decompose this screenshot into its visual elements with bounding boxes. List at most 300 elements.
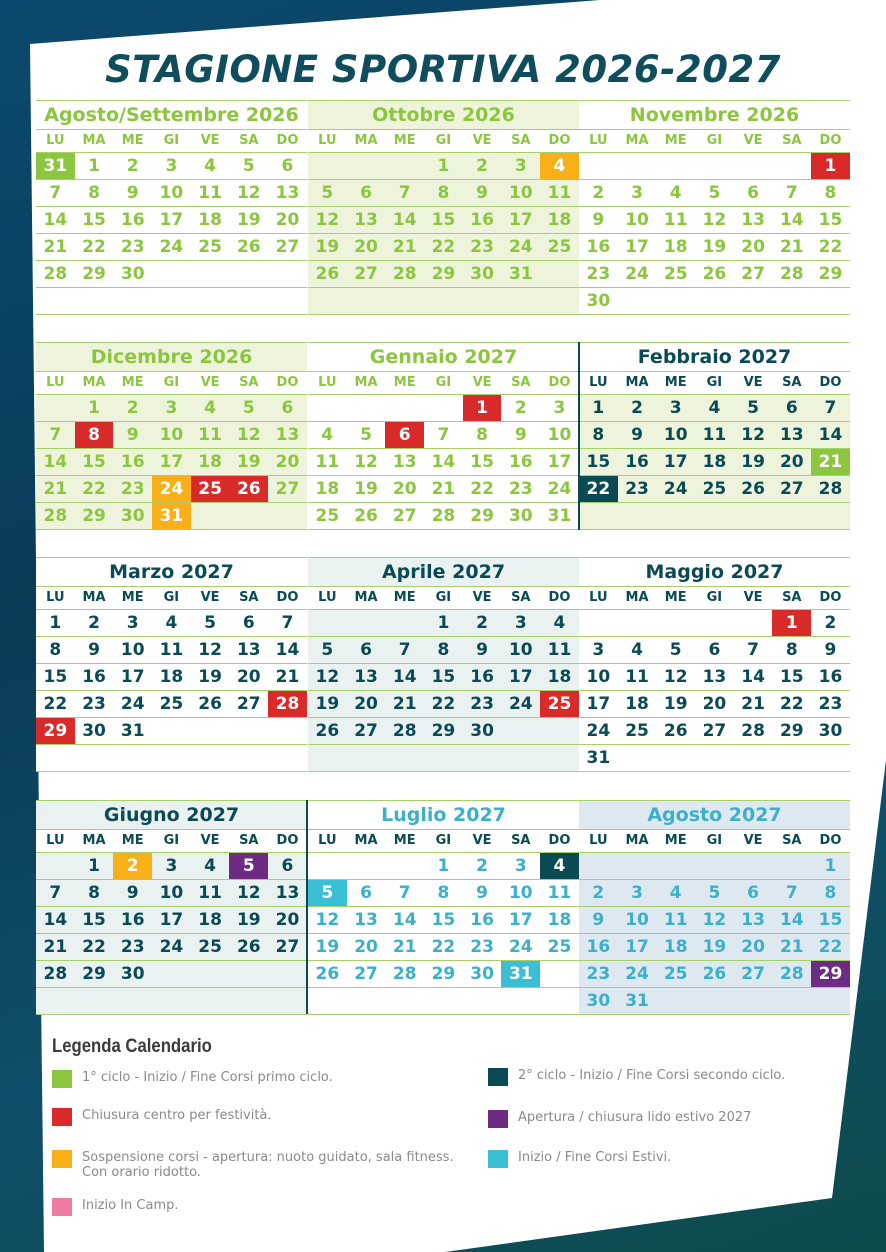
day-cell — [75, 988, 114, 1014]
page-title: STAGIONE SPORTIVA 2026-2027 — [105, 48, 781, 91]
day-cell: 18 — [159, 667, 184, 687]
weekday-label: GI — [706, 590, 723, 605]
weekday-label: GI — [435, 833, 452, 848]
day-cell: 5 — [708, 883, 721, 903]
day-cell: 29 — [82, 964, 106, 984]
day-cell: 22 — [82, 237, 106, 257]
week-row — [308, 907, 579, 934]
weekday-label: LU — [318, 133, 337, 148]
day-cell — [618, 610, 657, 636]
day-cell: 29 — [779, 721, 804, 741]
day-cell: 19 — [236, 910, 261, 930]
weekday-label: DO — [548, 375, 571, 390]
day-cell — [191, 745, 230, 771]
day-cell — [579, 503, 618, 529]
day-cell: 28 — [779, 264, 804, 284]
day-cell: 4 — [165, 613, 178, 633]
day-cell: 16 — [818, 667, 843, 687]
day-cell: 5 — [204, 613, 217, 633]
day-cell — [656, 153, 695, 179]
day-cell: 12 — [236, 425, 261, 445]
day-cell: 2 — [824, 613, 837, 633]
day-cell — [75, 288, 114, 314]
day-cell — [618, 853, 657, 879]
day-cell: 11 — [625, 667, 649, 687]
weekday-label: SA — [782, 590, 802, 605]
day-cell: 3 — [165, 398, 178, 418]
day-cell — [308, 395, 347, 421]
day-cell-red: 1 — [463, 395, 502, 421]
day-cell — [501, 745, 540, 771]
week-row — [36, 261, 307, 288]
day-cell-red: 26 — [229, 476, 268, 502]
day-cell: 24 — [625, 964, 649, 984]
day-cell: 11 — [547, 883, 572, 903]
day-cell — [191, 288, 230, 314]
day-cell: 14 — [43, 910, 68, 930]
weekday-label: SA — [239, 133, 259, 148]
day-cell: 14 — [431, 452, 456, 472]
weekday-label: ME — [664, 375, 687, 390]
weekday-header — [579, 830, 850, 853]
weekday-label: MA — [354, 375, 378, 390]
day-cell: 20 — [741, 937, 765, 957]
day-cell: 4 — [669, 883, 682, 903]
day-cell: 30 — [586, 291, 611, 311]
day-cell: 18 — [198, 210, 222, 230]
day-cell: 3 — [165, 156, 178, 176]
divider — [578, 342, 580, 530]
day-cell: 18 — [663, 237, 688, 257]
day-cell — [152, 988, 191, 1014]
week-row — [308, 961, 579, 988]
weekday-label: SA — [511, 833, 531, 848]
weekday-label: GI — [706, 375, 723, 390]
day-cell — [656, 288, 695, 314]
day-cell: 9 — [476, 640, 489, 660]
legend-item — [488, 1068, 828, 1086]
day-cell: 6 — [242, 613, 255, 633]
day-cell: 20 — [354, 694, 378, 714]
day-cell — [772, 153, 811, 179]
day-cell — [385, 745, 424, 771]
day-cell: 20 — [275, 452, 300, 472]
day-cell — [695, 503, 734, 529]
day-cell: 25 — [547, 937, 572, 957]
day-cell: 13 — [275, 183, 300, 203]
day-cell: 26 — [236, 937, 261, 957]
day-cell: 9 — [631, 425, 643, 445]
week-row — [308, 180, 579, 207]
day-cell — [347, 395, 386, 421]
day-cell: 10 — [586, 667, 611, 687]
day-cell: 6 — [281, 856, 294, 876]
week-row — [579, 610, 850, 637]
weekday-label: DO — [548, 590, 571, 605]
day-cell: 19 — [198, 667, 222, 687]
week-row — [579, 988, 850, 1015]
weekday-label: MA — [354, 133, 378, 148]
day-cell: 16 — [120, 452, 145, 472]
day-cell — [463, 288, 502, 314]
day-cell: 5 — [708, 183, 721, 203]
weekday-label: GI — [163, 133, 180, 148]
day-cell — [772, 853, 811, 879]
day-cell: 2 — [514, 398, 527, 418]
day-cell: 30 — [470, 721, 494, 741]
weekday-label: SA — [239, 590, 259, 605]
day-cell: 31 — [547, 506, 572, 526]
week-row — [36, 207, 307, 234]
day-cell: 2 — [592, 883, 605, 903]
weekday-label: VE — [743, 375, 763, 390]
day-cell-red: 28 — [268, 691, 307, 717]
day-cell: 13 — [779, 425, 804, 445]
day-cell: 23 — [120, 237, 145, 257]
month-title: Maggio 2027 — [579, 557, 850, 587]
day-cell: 15 — [818, 910, 843, 930]
day-cell: 6 — [747, 183, 760, 203]
month-agosto-2027 — [579, 800, 850, 1015]
day-cell: 19 — [354, 479, 378, 499]
day-cell: 22 — [818, 237, 843, 257]
day-cell-red: 29 — [36, 718, 75, 744]
day-cell: 18 — [198, 452, 222, 472]
day-cell: 10 — [547, 425, 572, 445]
day-cell — [501, 288, 540, 314]
day-cell — [308, 853, 347, 879]
day-cell: 15 — [82, 452, 106, 472]
day-cell — [579, 153, 618, 179]
week-row — [36, 153, 307, 180]
day-cell: 13 — [354, 910, 378, 930]
weekday-header — [308, 587, 579, 610]
day-cell: 13 — [741, 210, 765, 230]
week-row — [308, 395, 579, 422]
day-cell: 23 — [508, 479, 533, 499]
day-cell: 20 — [702, 694, 727, 714]
week-row — [579, 637, 850, 664]
month-title: Giugno 2027 — [36, 800, 307, 830]
day-cell — [229, 961, 268, 987]
divider — [306, 800, 308, 1014]
day-cell: 9 — [592, 210, 605, 230]
day-cell: 2 — [476, 156, 489, 176]
week-row — [579, 503, 850, 530]
day-cell: 9 — [476, 183, 489, 203]
week-row — [308, 207, 579, 234]
day-cell: 18 — [547, 210, 572, 230]
day-cell: 26 — [741, 479, 765, 499]
day-cell — [229, 503, 268, 529]
day-cell: 7 — [824, 398, 837, 418]
day-cell: 11 — [198, 425, 222, 445]
day-cell-green: 21 — [811, 449, 850, 475]
day-cell — [424, 288, 463, 314]
day-cell: 8 — [785, 640, 798, 660]
day-cell — [36, 395, 75, 421]
month-title: Novembre 2026 — [579, 100, 850, 130]
day-cell: 26 — [663, 721, 688, 741]
day-cell: 24 — [120, 694, 145, 714]
day-cell — [268, 718, 307, 744]
day-cell: 15 — [82, 210, 106, 230]
day-cell: 3 — [592, 640, 605, 660]
day-cell: 21 — [779, 237, 804, 257]
day-cell: 21 — [392, 237, 417, 257]
weekday-label: LU — [318, 590, 337, 605]
day-cell: 13 — [702, 667, 727, 687]
day-cell: 29 — [818, 264, 843, 284]
day-cell-red: 8 — [75, 422, 114, 448]
day-cell: 8 — [824, 883, 837, 903]
day-cell: 21 — [741, 694, 765, 714]
week-row — [36, 422, 307, 449]
legend-swatch — [52, 1108, 72, 1126]
day-cell: 28 — [818, 479, 843, 499]
day-cell: 28 — [431, 506, 456, 526]
day-cell: 19 — [236, 452, 261, 472]
weekday-label: DO — [276, 375, 299, 390]
week-row — [36, 718, 307, 745]
day-cell: 20 — [354, 937, 378, 957]
day-cell — [385, 288, 424, 314]
week-row — [36, 476, 307, 503]
day-cell — [191, 503, 230, 529]
month-title: Aprile 2027 — [308, 557, 579, 587]
day-cell: 23 — [818, 694, 843, 714]
day-cell: 7 — [281, 613, 294, 633]
day-cell — [385, 853, 424, 879]
day-cell-darkteal: 4 — [540, 853, 579, 879]
day-cell: 6 — [747, 883, 760, 903]
week-row — [308, 449, 579, 476]
legend-item — [488, 1150, 828, 1168]
day-cell: 11 — [702, 425, 727, 445]
day-cell: 12 — [315, 667, 340, 687]
day-cell: 7 — [785, 883, 798, 903]
day-cell: 25 — [198, 937, 222, 957]
legend-text: Inizio / Fine Corsi Estivi. — [518, 1150, 672, 1165]
weekday-label: GI — [435, 133, 452, 148]
day-cell: 20 — [741, 237, 765, 257]
weekday-label: LU — [46, 590, 65, 605]
day-cell: 17 — [586, 694, 611, 714]
week-row — [308, 234, 579, 261]
weekday-label: LU — [46, 133, 65, 148]
day-cell: 8 — [476, 425, 489, 445]
day-cell: 26 — [315, 721, 340, 741]
week-row — [36, 503, 307, 530]
day-cell: 30 — [586, 991, 611, 1011]
day-cell: 20 — [275, 910, 300, 930]
day-cell — [308, 745, 347, 771]
week-row — [308, 153, 579, 180]
legend-item — [488, 1110, 828, 1128]
day-cell: 12 — [702, 210, 727, 230]
day-cell: 16 — [625, 452, 649, 472]
weekday-label: GI — [706, 133, 723, 148]
day-cell — [618, 503, 657, 529]
day-cell: 31 — [508, 264, 533, 284]
day-cell-cyan: 5 — [308, 880, 347, 906]
day-cell: 14 — [818, 425, 843, 445]
day-cell — [463, 988, 502, 1014]
day-cell: 24 — [547, 479, 572, 499]
weekday-header — [579, 130, 850, 153]
day-cell: 27 — [741, 264, 765, 284]
day-cell — [75, 745, 114, 771]
day-cell: 17 — [159, 210, 184, 230]
day-cell — [618, 745, 657, 771]
day-cell: 18 — [702, 452, 727, 472]
day-cell: 4 — [669, 183, 682, 203]
weekday-label: DO — [276, 590, 299, 605]
week-row — [308, 261, 579, 288]
day-cell — [268, 261, 307, 287]
legend-text: Inizio In Camp. — [82, 1198, 179, 1213]
weekday-label: SA — [239, 833, 259, 848]
day-cell: 24 — [508, 694, 533, 714]
week-row — [36, 853, 307, 880]
day-cell: 21 — [779, 937, 804, 957]
weekday-label: VE — [200, 833, 220, 848]
week-row — [36, 934, 307, 961]
weekday-label: SA — [239, 375, 259, 390]
day-cell — [152, 745, 191, 771]
day-cell: 4 — [708, 398, 721, 418]
weekday-label: ME — [664, 833, 687, 848]
weekday-label: MA — [625, 590, 649, 605]
day-cell — [308, 610, 347, 636]
month-giugno-2027 — [36, 800, 307, 1015]
day-cell: 18 — [198, 910, 222, 930]
day-cell — [772, 745, 811, 771]
weekday-label: LU — [589, 133, 608, 148]
day-cell: 22 — [431, 694, 456, 714]
day-cell — [152, 961, 191, 987]
day-cell — [656, 503, 695, 529]
weekday-label: GI — [163, 375, 180, 390]
weekday-label: LU — [318, 375, 337, 390]
day-cell: 10 — [159, 883, 184, 903]
day-cell — [656, 610, 695, 636]
day-cell: 7 — [398, 640, 411, 660]
weekday-label: MA — [82, 590, 106, 605]
day-cell: 3 — [669, 398, 682, 418]
day-cell — [347, 610, 386, 636]
day-cell-green: 31 — [36, 153, 75, 179]
day-cell: 21 — [392, 694, 417, 714]
day-cell: 12 — [315, 910, 340, 930]
day-cell: 2 — [476, 613, 489, 633]
day-cell: 8 — [592, 425, 605, 445]
weekday-label: VE — [472, 375, 492, 390]
day-cell: 6 — [360, 183, 372, 203]
day-cell: 9 — [126, 425, 139, 445]
weekday-label: GI — [435, 375, 452, 390]
day-cell: 4 — [321, 425, 334, 445]
day-cell: 6 — [708, 640, 721, 660]
day-cell — [152, 261, 191, 287]
weekday-label: GI — [163, 590, 180, 605]
day-cell — [772, 988, 811, 1014]
day-cell: 15 — [818, 210, 843, 230]
weekday-label: SA — [511, 133, 531, 148]
weekday-label: VE — [743, 590, 763, 605]
day-cell: 9 — [824, 640, 837, 660]
day-cell: 28 — [43, 506, 68, 526]
weekday-label: DO — [276, 133, 299, 148]
day-cell: 1 — [88, 156, 100, 176]
day-cell: 19 — [315, 237, 340, 257]
day-cell: 10 — [508, 183, 533, 203]
day-cell: 14 — [392, 910, 417, 930]
week-row — [308, 637, 579, 664]
day-cell — [229, 261, 268, 287]
day-cell: 18 — [547, 910, 572, 930]
week-row — [308, 503, 579, 530]
weekday-label: ME — [393, 590, 416, 605]
weekday-header — [308, 830, 579, 853]
day-cell: 23 — [470, 237, 494, 257]
day-cell: 3 — [165, 856, 178, 876]
week-row — [579, 961, 850, 988]
day-cell: 3 — [553, 398, 566, 418]
day-cell: 24 — [663, 479, 688, 499]
day-cell — [772, 503, 811, 529]
day-cell — [618, 153, 657, 179]
day-cell: 17 — [120, 667, 145, 687]
day-cell: 5 — [242, 156, 255, 176]
week-row — [579, 449, 850, 476]
day-cell: 11 — [547, 640, 572, 660]
day-cell: 31 — [586, 748, 611, 768]
day-cell: 30 — [470, 264, 494, 284]
week-row — [308, 853, 579, 880]
week-row — [308, 610, 579, 637]
weekday-header — [308, 130, 579, 153]
week-row — [308, 934, 579, 961]
day-cell: 28 — [392, 964, 417, 984]
week-row — [579, 745, 850, 772]
day-cell: 1 — [437, 156, 450, 176]
day-cell — [191, 718, 230, 744]
day-cell: 28 — [43, 264, 68, 284]
month-title: Luglio 2027 — [308, 800, 579, 830]
day-cell: 25 — [625, 721, 649, 741]
day-cell — [772, 288, 811, 314]
day-cell: 4 — [204, 156, 217, 176]
day-cell: 13 — [741, 910, 765, 930]
day-cell: 28 — [43, 964, 68, 984]
day-cell — [229, 745, 268, 771]
day-cell: 24 — [159, 937, 184, 957]
day-cell: 7 — [49, 425, 62, 445]
day-cell: 13 — [392, 452, 417, 472]
week-row — [308, 664, 579, 691]
day-cell: 8 — [437, 883, 450, 903]
day-cell: 6 — [360, 883, 372, 903]
day-cell: 28 — [741, 721, 765, 741]
day-cell: 12 — [354, 452, 378, 472]
day-cell: 14 — [779, 910, 804, 930]
day-cell — [347, 745, 386, 771]
day-cell: 21 — [43, 937, 68, 957]
day-cell: 1 — [88, 398, 100, 418]
month-title: Agosto/Settembre 2026 — [36, 100, 307, 130]
day-cell: 27 — [741, 964, 765, 984]
